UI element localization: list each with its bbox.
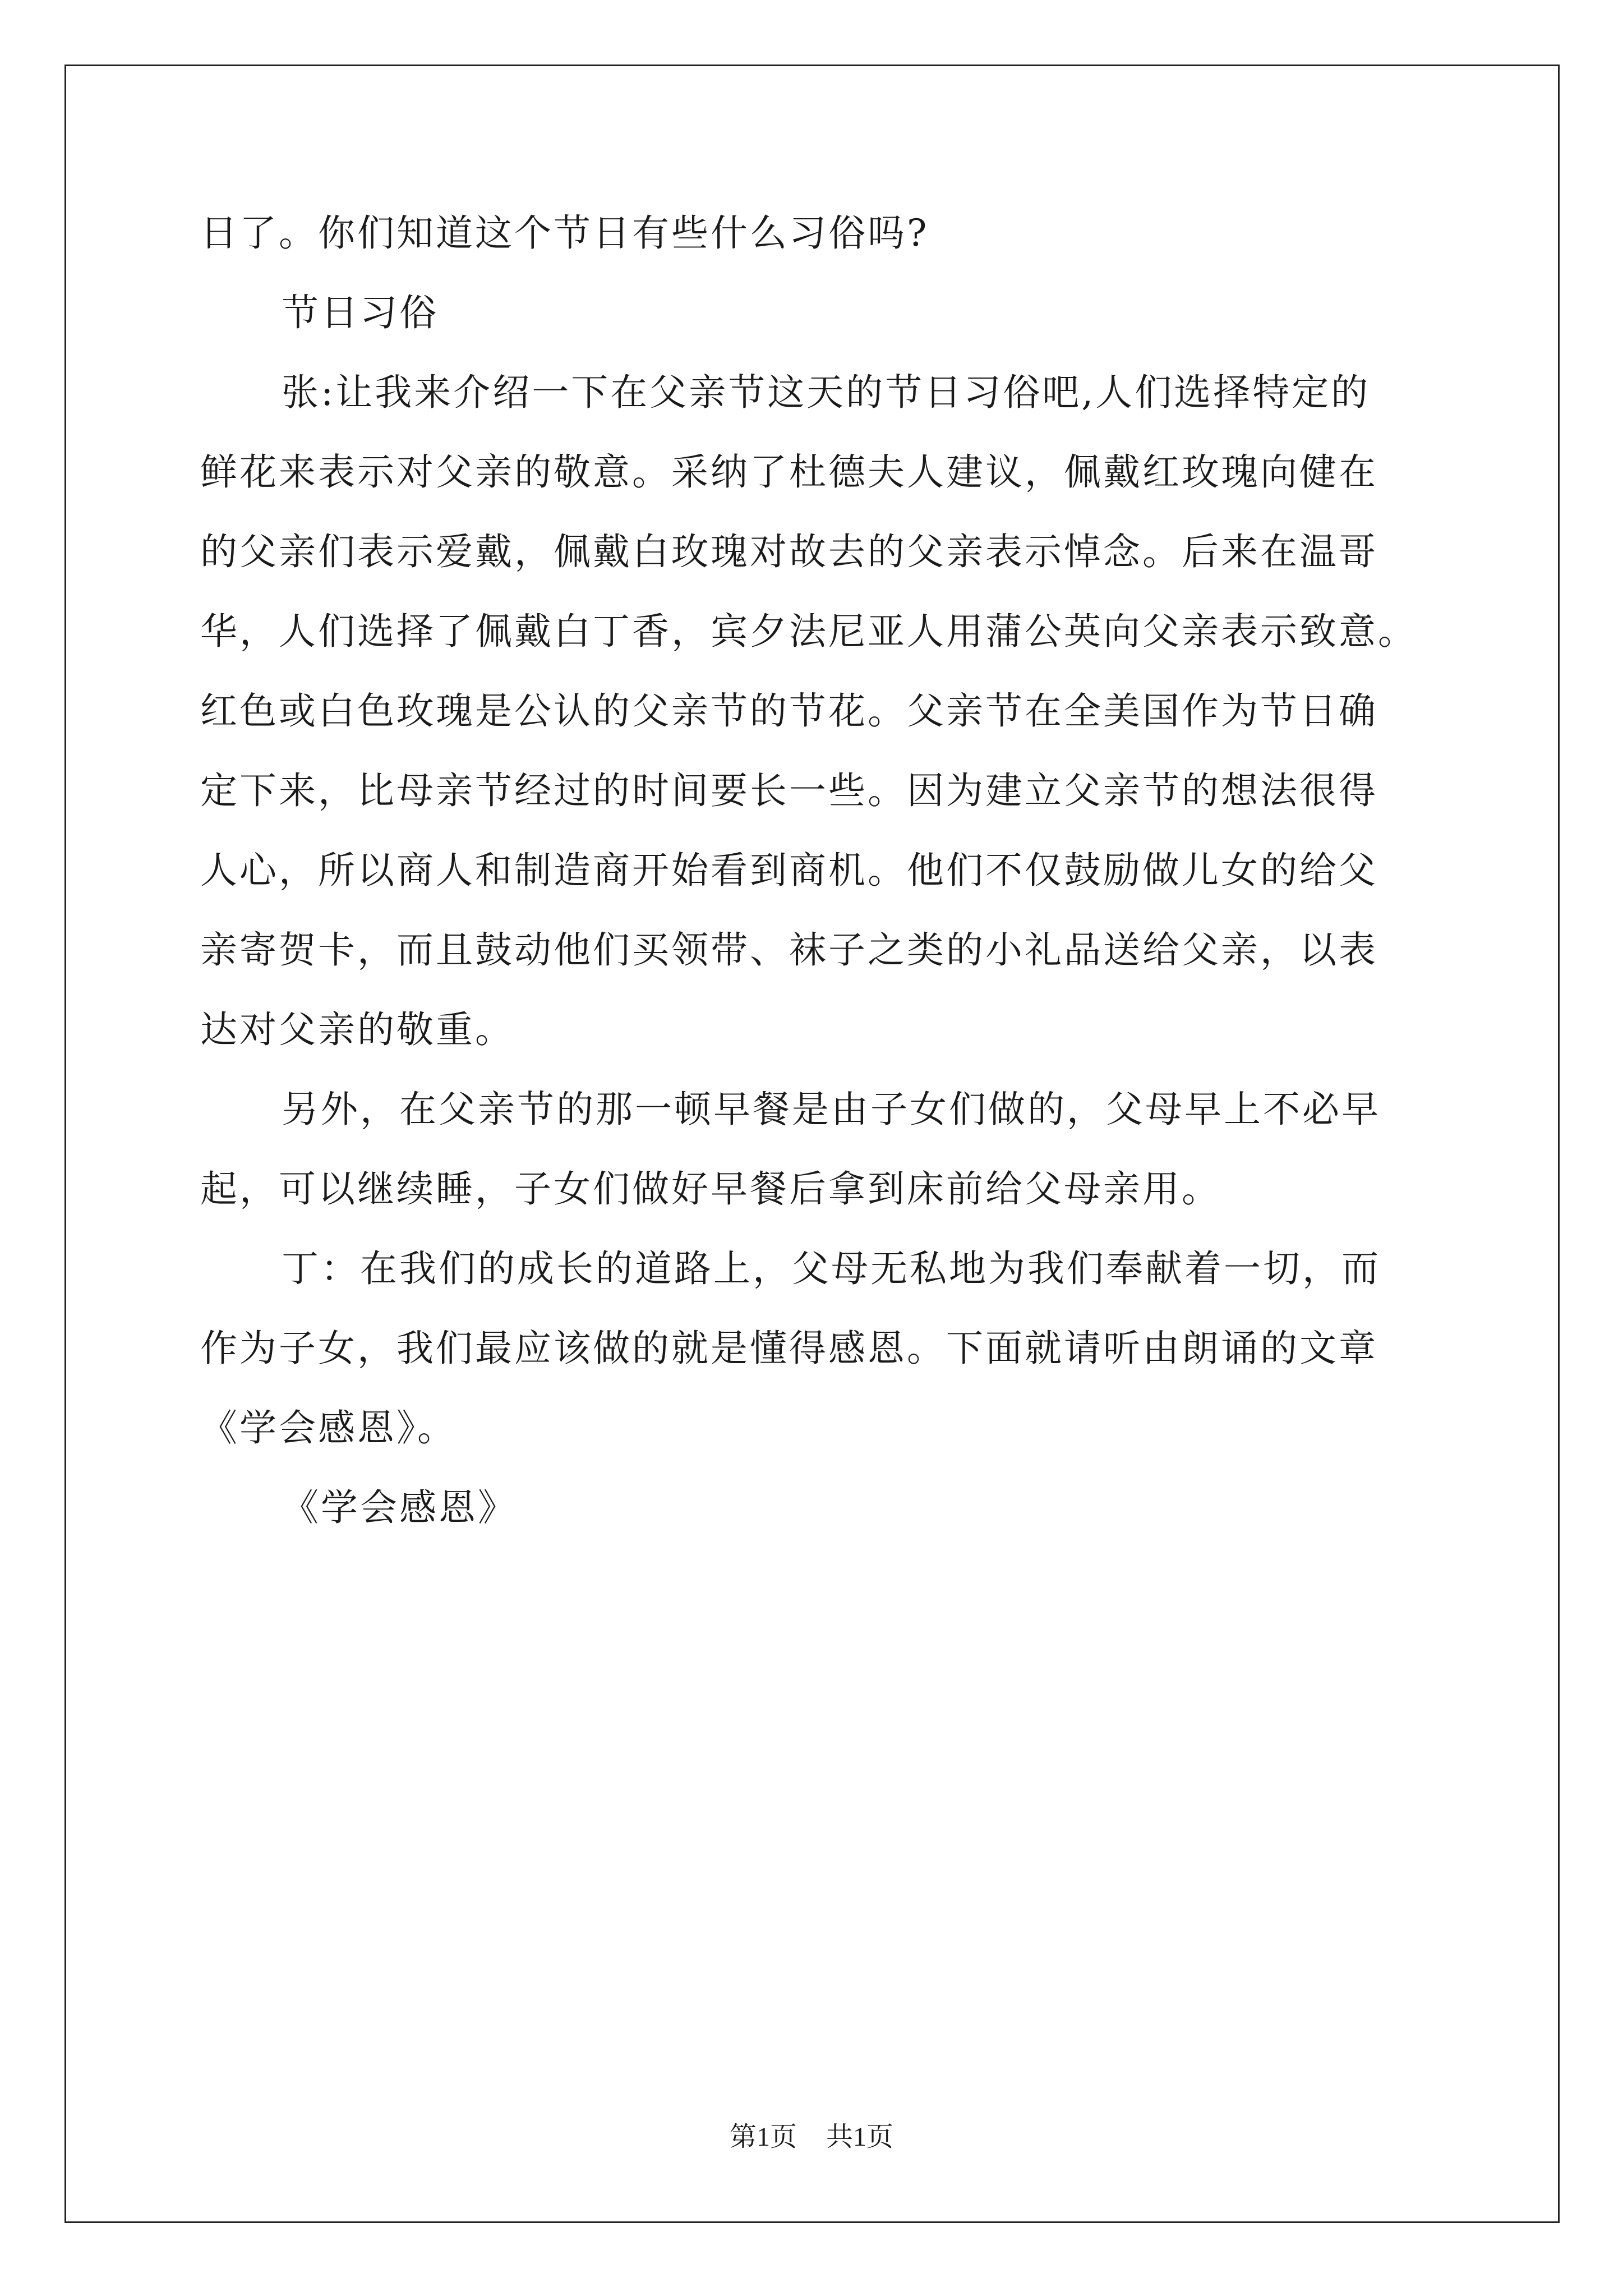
page-number: 第1页 bbox=[729, 2122, 797, 2152]
section-heading bbox=[200, 273, 1434, 353]
paragraph bbox=[200, 353, 1434, 1070]
page-footer bbox=[0, 2115, 1623, 2154]
text-line: 定下来，比母亲节经过的时间要长一些。因为建立父亲节的想法很得 bbox=[200, 769, 1378, 812]
text-line: 日了。你们知道这个节日有些什么习俗吗? bbox=[200, 211, 929, 255]
page-total: 共1页 bbox=[826, 2122, 894, 2152]
text-line: 丁：在我们的成长的道路上，父母无私地为我们奉献着一切，而 bbox=[282, 1247, 1381, 1290]
text-line: 亲寄贺卡，而且鼓动他们买领带、袜子之类的小礼品送给父亲，以表 bbox=[200, 928, 1378, 972]
text-line: 《学会感恩》 bbox=[282, 1486, 517, 1529]
paragraph bbox=[200, 1229, 1434, 1468]
paragraph bbox=[200, 194, 1434, 273]
text-line: 鲜花来表示对父亲的敬意。采纳了杜德夫人建议，佩戴红玫瑰向健在 bbox=[200, 450, 1378, 494]
text-line: 节日习俗 bbox=[282, 291, 439, 334]
paragraph bbox=[200, 1070, 1434, 1229]
text-line: 另外，在父亲节的那一顿早餐是由子女们做的，父母早上不必早 bbox=[282, 1088, 1381, 1131]
text-line: 华，人们选择了佩戴白丁香，宾夕法尼亚人用蒲公英向父亲表示致意。 bbox=[200, 610, 1417, 653]
text-line: 达对父亲的敬重。 bbox=[200, 1008, 514, 1051]
text-line: 红色或白色玫瑰是公认的父亲节的节花。父亲节在全美国作为节日确 bbox=[200, 689, 1378, 733]
text-line: 人心，所以商人和制造商开始看到商机。他们不仅鼓励做儿女的给父 bbox=[200, 849, 1378, 892]
document-body bbox=[200, 194, 1434, 1548]
text-line: 起，可以继续睡，子女们做好早餐后拿到床前给父母亲用。 bbox=[200, 1167, 1221, 1211]
article-title bbox=[200, 1468, 1434, 1548]
text-line: 作为子女，我们最应该做的就是懂得感恩。下面就请听由朗诵的文章 bbox=[200, 1327, 1378, 1370]
text-line: 的父亲们表示爱戴，佩戴白玫瑰对故去的父亲表示悼念。后来在温哥 bbox=[200, 530, 1378, 573]
text-line: 张:让我来介绍一下在父亲节这天的节日习俗吧,人们选择特定的 bbox=[282, 371, 1371, 414]
text-line: 《学会感恩》。 bbox=[200, 1406, 457, 1450]
